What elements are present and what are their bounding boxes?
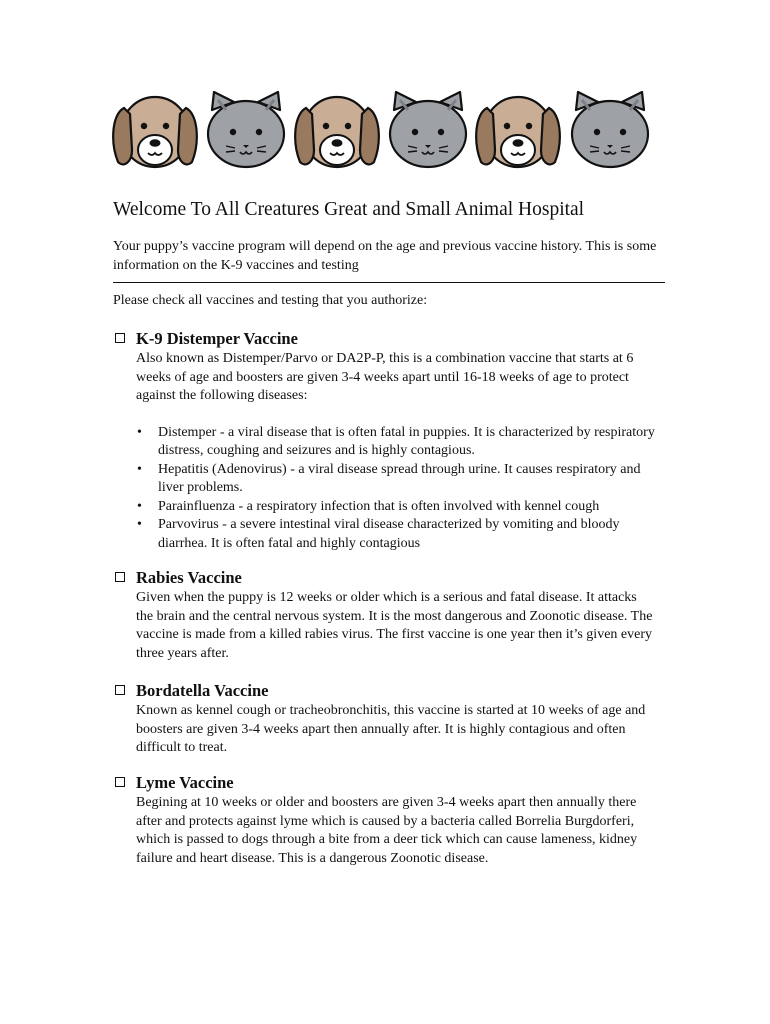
section-lyme-vaccine: [113, 772, 665, 868]
distemper-vaccine-checkbox[interactable]: [115, 333, 125, 343]
bordatella-vaccine-checkbox[interactable]: [115, 685, 125, 695]
bullet-icon: •: [137, 424, 142, 440]
section-rabies-vaccine: [113, 567, 665, 663]
dog-face-icon: [476, 97, 560, 167]
list-item-text: Distemper - a viral disease that is often fatal in puppies. It is characterized by respiratory distress, coughing and seizures and is highly contagious.: [158, 424, 655, 458]
section-bordatella-vaccine: [113, 680, 665, 758]
bullet-icon: •: [137, 498, 142, 514]
section-header: [113, 680, 665, 702]
bullet-icon: •: [137, 461, 142, 477]
intro-paragraph: Your puppy’s vaccine program will depend on the age and previous vaccine history. This is some information on the K-9 vaccines and testing: [113, 239, 657, 273]
list-item-text: Parainfluenza - a respiratory infection that is often involved with kennel cough: [158, 498, 600, 514]
section-description: Begining at 10 weeks or older and boosters are given 3-4 weeks apart then annually there after and protects against lyme which is caused by a bacteria called Borrelia Burgdorferi, which is passed to dogs through a bite from a deer tick which can cause lameness, kidney failure and heart disease. This is a dangerous Zoonotic disease.: [136, 795, 638, 866]
bullet-icon: •: [137, 517, 142, 532]
dog-face-icon: [113, 97, 197, 167]
disease-list: [136, 424, 656, 554]
cat-face-icon: [208, 92, 284, 167]
section-title: Rabies Vaccine: [136, 568, 242, 587]
cat-face-icon: [390, 92, 466, 167]
section-header: [113, 772, 665, 794]
section-title: K-9 Distemper Vaccine: [136, 329, 298, 348]
divider: [113, 282, 665, 283]
list-item: [136, 424, 656, 461]
section-description: Also known as Distemper/Parvo or DA2P-P, this is a combination vaccine that starts at 6 weeks of age and boosters are given 3-4 weeks apart until 16-18 weeks of age to protect against the following diseases:: [136, 351, 634, 403]
pet-faces-banner: [110, 90, 660, 170]
list-item-text: Hepatitis (Adenovirus) - a viral disease spread through urine. It causes respiratory and liver problems.: [158, 461, 641, 495]
section-header: [113, 567, 665, 589]
section-description: Known as kennel cough or tracheobronchitis, this vaccine is started at 10 weeks of age and boosters are given 3-4 weeks apart then annually after. It is highly contagious and often difficult to treat.: [136, 703, 646, 755]
section-distemper-vaccine: [113, 328, 665, 553]
section-title: Bordatella Vaccine: [136, 681, 269, 700]
list-item: [136, 461, 656, 498]
dog-face-icon: [295, 97, 379, 167]
list-item: [136, 516, 656, 553]
section-header: [113, 328, 665, 350]
check-prompt: Please check all vaccines and testing that you authorize:: [113, 293, 428, 308]
section-title: Lyme Vaccine: [136, 773, 234, 792]
section-description: Given when the puppy is 12 weeks or older which is a serious and fatal disease. It attacks the brain and the central nervous system. It is the most dangerous and Zoonotic disease. The vaccine is made from a killed rabies virus. The first vaccine is one year then it’s given every three years after.: [136, 590, 653, 661]
cat-face-icon: [572, 92, 648, 167]
list-item-text: Parvovirus - a severe intestinal viral disease characterized by vomiting and bloody diarrhea. It is often fatal and highly contagious: [158, 517, 620, 551]
page-title: Welcome To All Creatures Great and Small Animal Hospital: [113, 199, 585, 220]
list-item: [136, 498, 656, 517]
rabies-vaccine-checkbox[interactable]: [115, 572, 125, 582]
lyme-vaccine-checkbox[interactable]: [115, 777, 125, 787]
